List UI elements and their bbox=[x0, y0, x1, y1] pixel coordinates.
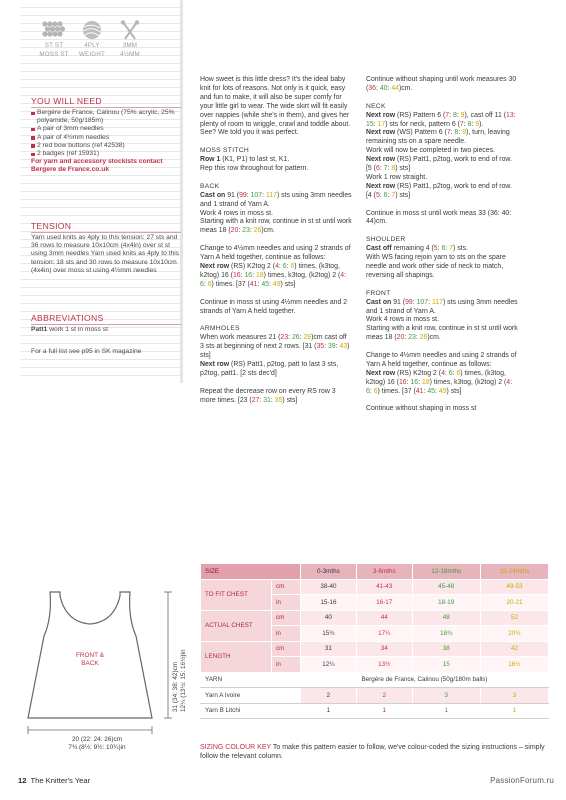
diagram-label-1: FRONT & bbox=[76, 652, 104, 659]
size-header-row bbox=[201, 564, 549, 580]
materials-item: Bergère de France, Calinou (75% acrylic, 25% polyamide, 50g/185m) bbox=[31, 109, 181, 125]
shoulder-heading: SHOULDER bbox=[366, 236, 406, 244]
stockists-note: For yarn and accessory stockists contact Bergere de France.co.uk bbox=[31, 158, 163, 174]
cell: 34 bbox=[356, 641, 412, 657]
armholes-heading: ARMHOLES bbox=[200, 325, 240, 333]
you-will-need-heading: YOU WILL NEED bbox=[31, 96, 102, 106]
table-row bbox=[201, 641, 549, 657]
table-row bbox=[201, 610, 549, 626]
cell: 38 bbox=[412, 641, 480, 657]
intro-paragraph: How sweet is this little dress? It's the ideal baby knit for lots of reasons. Not only is it quick, easy and fun to make, it will also be super comfy for your little girl to wear. The wide skirt will fit easily over nappies (while she's in them), and gives her plenty of room to wriggle, crawl and toddle about. See? We told you it was perfect. bbox=[200, 76, 351, 137]
knitting-needles-icon bbox=[112, 20, 148, 58]
continue-moss: Continue in moss st until work meas 33 (36: 40: 44)cm. bbox=[366, 209, 512, 226]
page-footer bbox=[18, 776, 90, 785]
back-change-needles: Change to 4½mm needles and using 2 strands of Yarn A held together, continue as follows: Next row (RS) K2tog 2 (4: 6: 6) times, (k3tog, k2tog) 16 (16: 16: 18) times, k3tog, (k2tog) 2 (4: 6: 6) times. [37 (41: 45: 49) sts] bbox=[200, 245, 351, 288]
yarn-a-label: Yarn A Ivoire bbox=[201, 688, 301, 704]
materials-item: 2 badges (ref 15931) bbox=[31, 150, 181, 158]
abbreviations-heading: ABBREVIATIONS bbox=[31, 313, 104, 323]
length-in: 12¼ (13½: 15: 16½)in bbox=[180, 649, 187, 712]
cast-off-label: Cast off bbox=[366, 245, 392, 253]
cell: 40 bbox=[301, 610, 357, 626]
unit-in: in bbox=[272, 657, 301, 673]
cell: 13½ bbox=[356, 657, 412, 673]
unit-in: in bbox=[272, 595, 301, 611]
yarn-b-label: Yarn B Litchi bbox=[201, 703, 301, 719]
yarn-label: YARN bbox=[201, 672, 301, 688]
cell: 44 bbox=[356, 610, 412, 626]
cell: 41-43 bbox=[356, 579, 412, 595]
yarn-b-row bbox=[201, 703, 549, 719]
cell: 48 bbox=[412, 610, 480, 626]
moss-stitch-heading: MOSS STITCH bbox=[200, 147, 249, 155]
front-cast-on: Cast on 91 (99: 107: 117) sts using 3mm needles and 1 strand of Yarn A. Work 4 rows in moss st. Starting with a knit row, continue in st st until work meas 18 (20: 23: 26)cm. bbox=[366, 298, 518, 342]
shaping-text: Continue without shaping until work measures 30 (36: 40: 44)cm. bbox=[366, 76, 517, 92]
cell: 16½ bbox=[480, 657, 548, 673]
page-number: 12 bbox=[18, 776, 27, 785]
stitch-caption-1: ST ST bbox=[44, 42, 64, 49]
materials-item: A pair of 3mm needles bbox=[31, 125, 181, 133]
cell: 2 bbox=[301, 688, 357, 704]
stitch-caption-2: MOSS ST bbox=[39, 51, 69, 58]
info-icons bbox=[36, 20, 146, 74]
abbreviation-term: Patt1 bbox=[31, 326, 48, 333]
front-change: Change to 4½mm needles and using 2 strands of Yarn A held together, continue as follows: Next row (RS) K2tog 2 (4: 6: 6) times, (k3tog, k2tog) 16 (16: 16: 18) times, k3tog, (k2tog) 2 (4: 6: 6) times. [37 (41: 45: 49) sts] bbox=[366, 352, 517, 395]
work-row-text: Work 1 row straight. bbox=[366, 173, 428, 181]
cell: 2 bbox=[356, 688, 412, 704]
cell: 15 bbox=[412, 657, 480, 673]
repeat-text: Repeat the decrease row on every RS row 3 more times. bbox=[200, 387, 336, 404]
pattern-column-1 bbox=[200, 76, 352, 414]
size-col: 18-24mths bbox=[480, 564, 548, 580]
cell: 1 bbox=[301, 703, 357, 719]
cell: 15¾ bbox=[301, 626, 357, 642]
divider bbox=[31, 232, 181, 233]
weight-caption-2: WEIGHT bbox=[79, 51, 105, 58]
watermark: PassionForum.ru bbox=[490, 776, 554, 785]
needle-caption-2: 4½MM bbox=[120, 51, 140, 58]
materials-item: A pair of 4½mm needles bbox=[31, 134, 181, 142]
tension-text: Yarn used knits as 4ply to this tension: 27 sts and 36 rows to measure 10x10cm (4x4in) over st st using 3mm needles Yarn used knits as 4ply to this tension: 18 sts and 30 rows to measure 10x10cm (4x4in) over moss st using 4½mm needles bbox=[31, 234, 180, 274]
materials-item: 2 red bow buttons (ref 42538) bbox=[31, 142, 181, 150]
row-text: (K1, P1) to last st, K1. bbox=[220, 156, 290, 164]
front-change-text: Change to 4½mm needles and using 2 strands of Yarn A held together, continue as follows: bbox=[366, 352, 517, 368]
neck-text: Next row (RS) Pattern 6 (7: 8: 9), cast off 11 (13: 15: 17) sts for neck, pattern 6 (7: 8: 9). Next row (WS) Pattern 6 (7: 8: 9), turn, leaving remaining sts on a spare needle. Work will now be completed in two pieces. Next row (RS) Patt1, p2tog, work to end of row. [5 (6: 7: 8) sts] Work 1 row straight. Next row (RS) Patt1, p2tog, work to end of row. [4 (5: 6: 7) sts] bbox=[366, 111, 516, 199]
ws-text: With WS facing rejoin yarn to sts on the spare needle and work other side of neck to match, reversing all shapings. bbox=[366, 254, 506, 279]
key-text: To make this pattern easier to follow, we've colour-coded the sizing instructions – simply follow the relevant column. bbox=[200, 744, 545, 760]
cell: 45-48 bbox=[412, 579, 480, 595]
cell: 52 bbox=[480, 610, 548, 626]
tension-heading: TENSION bbox=[31, 221, 72, 231]
dress-outline-icon bbox=[18, 588, 188, 756]
cell: 18-19 bbox=[412, 595, 480, 611]
cell: 17¼ bbox=[356, 626, 412, 642]
moss-stitch-swatch-icon bbox=[36, 20, 72, 58]
divider bbox=[31, 324, 181, 325]
back-cast-on: Cast on 91 (99: 107: 117) sts using 3mm needles and 1 strand of Yarn A. Work 4 rows in moss st. Starting with a knit row, continue in st st until work meas 18 (20: 23: 26)cm. bbox=[200, 191, 352, 235]
front-last: Continue without shaping in moss st bbox=[366, 405, 477, 413]
materials-list bbox=[31, 109, 181, 175]
length-cm: 31 (34: 38: 42)cm bbox=[172, 661, 179, 712]
cell: 1 bbox=[412, 703, 480, 719]
cell: 15-16 bbox=[301, 595, 357, 611]
front-heading: FRONT bbox=[366, 289, 391, 297]
weight-caption-1: 4PLY bbox=[84, 42, 100, 49]
yarn-value: Bergère de France, Calinou (50g/180m balls) bbox=[301, 672, 549, 688]
shoulder-text: Cast off remaining 4 (5: 6: 7) sts. With WS facing rejoin yarn to sts on the spare needle and work other side of neck to match, reversing all shapings. bbox=[366, 245, 506, 279]
row-label: LENGTH bbox=[201, 641, 272, 672]
cell: 3 bbox=[480, 688, 548, 704]
table-row bbox=[201, 579, 549, 595]
cell: 1 bbox=[480, 703, 548, 719]
size-col: 0-3mths bbox=[301, 564, 357, 580]
cell: 42 bbox=[480, 641, 548, 657]
unit-in: in bbox=[272, 626, 301, 642]
garment-diagram bbox=[18, 588, 188, 756]
moss-row bbox=[200, 156, 352, 165]
sizing-colour-key bbox=[200, 743, 550, 761]
unit-cm: cm bbox=[272, 579, 301, 595]
unit-cm: cm bbox=[272, 610, 301, 626]
needle-caption-1: 3MM bbox=[122, 42, 138, 49]
diagram-label-2: BACK bbox=[81, 660, 99, 667]
cell: 20½ bbox=[480, 626, 548, 642]
row-label: ACTUAL CHEST bbox=[201, 610, 272, 641]
width-cm: 20 (22: 24: 26)cm bbox=[71, 736, 123, 743]
width-in: 7¾ (8½: 9½: 10¼)in bbox=[68, 744, 126, 751]
abbreviation-def: work 1 st in moss st bbox=[47, 326, 108, 333]
size-col: 3-6mths bbox=[356, 564, 412, 580]
neck-note: Work will now be completed in two pieces. bbox=[366, 147, 495, 155]
yarn-ball-icon bbox=[74, 20, 110, 58]
back-continue: Continue in moss st using 4½mm needles and 2 strands of Yarn A held together. bbox=[200, 298, 348, 315]
cast-on-label: Cast on bbox=[200, 191, 226, 199]
key-heading: SIZING COLOUR KEY bbox=[200, 744, 272, 751]
yarn-a-row bbox=[201, 688, 549, 704]
row-label: Row 1 bbox=[200, 156, 221, 164]
moss-repeat: Rep this row throughout for pattern. bbox=[200, 165, 309, 173]
width-dimension bbox=[32, 736, 162, 752]
change-text: Change to 4½mm needles and using 2 strands of Yarn A held together, continue as follows: bbox=[200, 245, 351, 262]
yarn-row bbox=[201, 672, 549, 688]
cell: 18¾ bbox=[412, 626, 480, 642]
abbreviation-item bbox=[31, 326, 181, 334]
pattern-column-2 bbox=[366, 76, 518, 423]
neck-heading: NECK bbox=[366, 102, 386, 110]
cell: 31 bbox=[301, 641, 357, 657]
cell: 20-21 bbox=[480, 595, 548, 611]
armholes-text: When work measures 21 (23: 26: 29)cm cast off 3 sts at beginning of next 2 rows. [31 (35: 39: 43) sts] Next row (RS) Patt1, p2tog, patt to last 3 sts, p2tog, patt1. [2 sts dec'd] bbox=[200, 334, 350, 377]
magazine-title: The Knitter's Year bbox=[30, 776, 91, 785]
cell: 49-53 bbox=[480, 579, 548, 595]
unit-cm: cm bbox=[272, 641, 301, 657]
size-label: SIZE bbox=[201, 564, 301, 580]
row-label: TO FIT CHEST bbox=[201, 579, 272, 610]
back-heading: BACK bbox=[200, 182, 220, 190]
cell: 3 bbox=[412, 688, 480, 704]
armholes-repeat: Repeat the decrease row on every RS row 3 more times. [23 (27: 31: 35) sts] bbox=[200, 387, 336, 404]
cell: 16-17 bbox=[356, 595, 412, 611]
diagram-label bbox=[64, 652, 116, 668]
length-dimension bbox=[172, 602, 188, 712]
abbreviations-note: For a full list see p95 in SK magazine bbox=[31, 348, 142, 355]
size-col: 12-18mths bbox=[412, 564, 480, 580]
size-table bbox=[200, 563, 549, 719]
next-row-label: Next row bbox=[200, 262, 230, 270]
divider bbox=[31, 107, 181, 108]
cell: 12¼ bbox=[301, 657, 357, 673]
cell: 38-40 bbox=[301, 579, 357, 595]
cell: 1 bbox=[356, 703, 412, 719]
